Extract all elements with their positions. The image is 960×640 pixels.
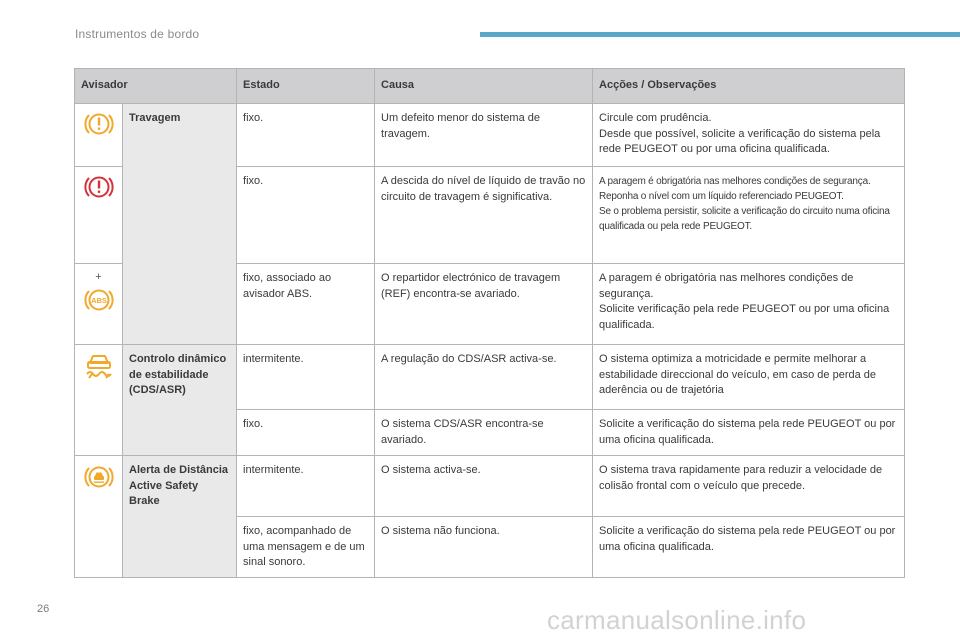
function-name-active-safety-brake: Alerta de Distância Active Safety Brake — [123, 456, 237, 578]
distance-alert-icon — [84, 463, 114, 491]
cause-cell: A descida do nível de líquido de travão no circuito de travagem é significativa. — [375, 167, 593, 264]
action-text: A paragem é obrigatória nas melhores condições de segurança. — [599, 176, 871, 187]
state-cell: fixo. — [237, 167, 375, 264]
column-header-causa: Causa — [375, 69, 593, 104]
column-header-accoes: Acções / Observações — [593, 69, 905, 104]
cause-cell: O sistema não funciona. — [375, 517, 593, 578]
actions-cell: O sistema optimiza a motricidade e permite melhorar a estabilidade direccional do veículo, em caso de perda de aderência ou de trajetória — [593, 345, 905, 410]
cause-cell: Um defeito menor do sistema de travagem. — [375, 104, 593, 167]
icon-cell — [75, 264, 123, 345]
abs-warning-icon — [83, 287, 115, 313]
action-text: Solicite verificação pela rede PEUGEOT ou por uma oficina qualificada. — [599, 303, 890, 331]
table-row — [75, 456, 905, 517]
state-cell: fixo, associado ao avisador ABS. — [237, 264, 375, 345]
icon-cell — [75, 345, 123, 456]
icon-cell — [75, 167, 123, 264]
combined-with-plus: + — [95, 271, 102, 283]
table-row — [75, 345, 905, 410]
function-name-travagem: Travagem — [123, 104, 237, 345]
state-cell: intermitente. — [237, 345, 375, 410]
site-watermark: carmanualsonline.info — [547, 605, 807, 635]
actions-cell: Solicite a verificação do sistema pela rede PEUGEOT ou por uma oficina qualificada. — [593, 517, 905, 578]
warning-lights-table — [74, 68, 905, 578]
column-header-estado: Estado — [237, 69, 375, 104]
state-cell: fixo. — [237, 104, 375, 167]
actions-cell — [593, 104, 905, 167]
action-text: A paragem é obrigatória nas melhores condições de segurança. — [599, 272, 854, 300]
page-section-title: Instrumentos de bordo — [75, 27, 200, 41]
cause-cell: O sistema activa-se. — [375, 456, 593, 517]
table-row — [75, 104, 905, 167]
cause-cell: O sistema CDS/ASR encontra-se avariado. — [375, 410, 593, 456]
state-cell: intermitente. — [237, 456, 375, 517]
actions-cell — [593, 264, 905, 345]
header-accent-bar — [480, 32, 960, 37]
action-text: Reponha o nível com um líquido referenciado PEUGEOT. — [599, 191, 844, 202]
action-text: Circule com prudência. — [599, 112, 712, 124]
cause-cell: A regulação do CDS/ASR activa-se. — [375, 345, 593, 410]
table-header-row — [75, 69, 905, 104]
page-number: 26 — [37, 603, 50, 615]
action-text: Desde que possível, solicite a verificação do sistema pela rede PEUGEOT ou por uma oficina qualificada. — [599, 127, 881, 155]
svg-text:ABS: ABS — [90, 296, 107, 305]
brake-warning-red-icon — [84, 174, 114, 200]
icon-cell — [75, 104, 123, 167]
actions-cell — [593, 167, 905, 264]
actions-cell: O sistema trava rapidamente para reduzir a velocidade de colisão frontal com o veículo que precede. — [593, 456, 905, 517]
icon-cell — [75, 456, 123, 578]
state-cell: fixo, acompanhado de uma mensagem e de um sinal sonoro. — [237, 517, 375, 578]
actions-cell: Solicite a verificação do sistema pela rede PEUGEOT ou por uma oficina qualificada. — [593, 410, 905, 456]
cause-cell: O repartidor electrónico de travagem (REF) encontra-se avariado. — [375, 264, 593, 345]
brake-warning-orange-icon — [84, 111, 114, 137]
stability-control-icon — [84, 352, 114, 380]
action-text: Se o problema persistir, solicite a verificação do circuito numa oficina qualificada ou pela rede PEUGEOT. — [599, 206, 890, 232]
column-header-avisador: Avisador — [75, 69, 237, 104]
function-name-cds-asr: Controlo dinâmico de estabilidade (CDS/ASR) — [123, 345, 237, 456]
state-cell: fixo. — [237, 410, 375, 456]
